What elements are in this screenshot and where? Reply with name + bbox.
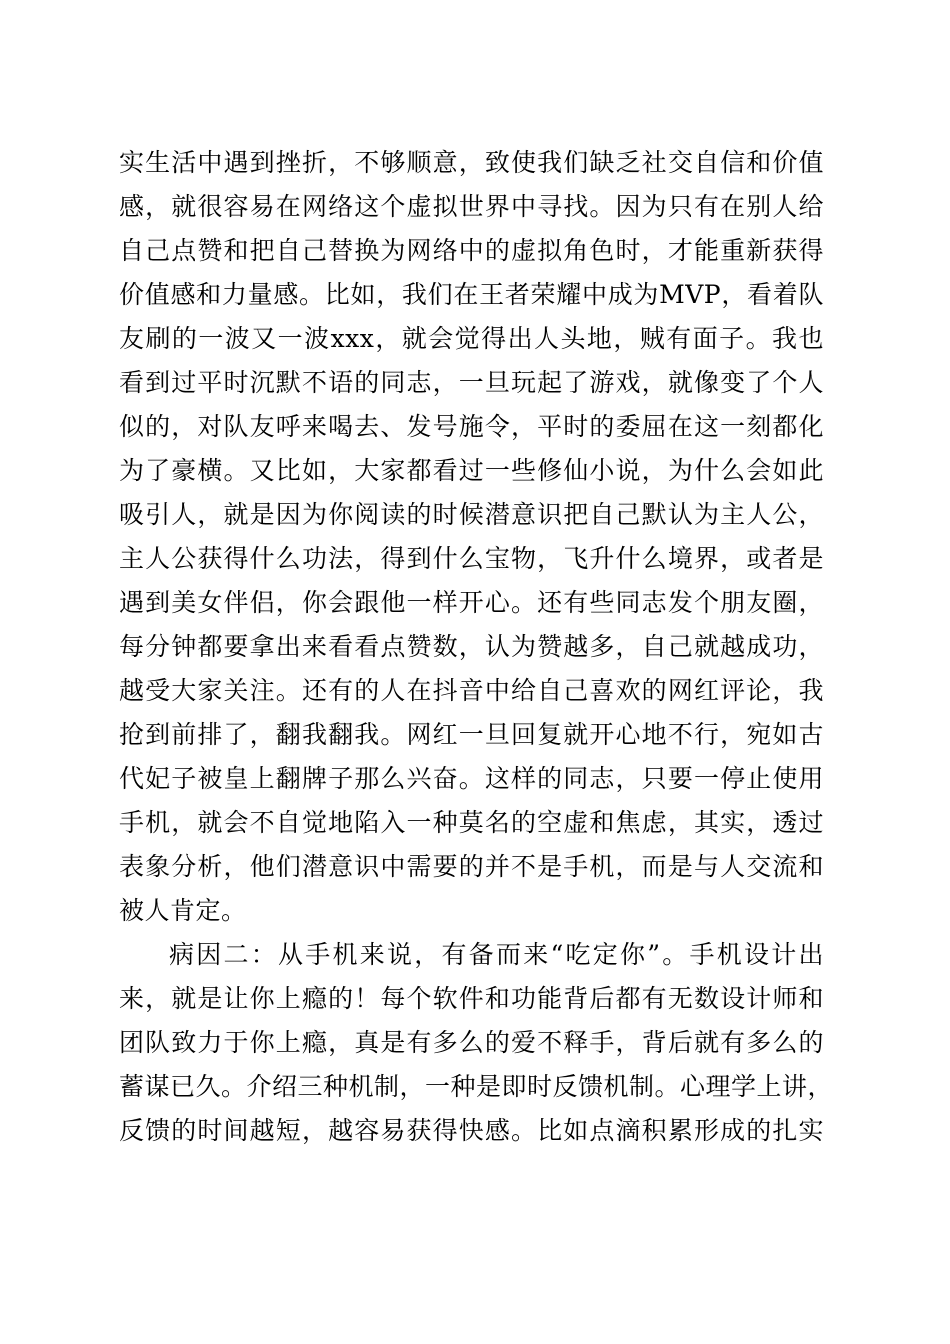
text-line: 越受大家关注。还有的人在抖音中给自己喜欢的网红评论，我 — [119, 676, 824, 705]
text-line: 蓄谋已久。介绍三种机制，一种是即时反馈机制。心理学上讲， — [119, 1072, 834, 1101]
text-line: 价值感和力量感。比如，我们在王者荣耀中成为MVP，看着队 — [119, 280, 824, 309]
text-line: 自己点赞和把自己替换为网络中的虚拟角色时，才能重新获得 — [119, 236, 824, 265]
text-line: 代妃子被皇上翻牌子那么兴奋。这样的同志，只要一停止使用 — [119, 764, 824, 793]
text-line: 友刷的一波又一波xxx，就会觉得出人头地，贼有面子。我也 — [119, 324, 824, 353]
text-line: 为了豪横。又比如，大家都看过一些修仙小说，为什么会如此 — [119, 456, 824, 485]
text-line: 实生活中遇到挫折，不够顺意，致使我们缺乏社交自信和价值 — [119, 148, 824, 177]
text-line: 似的，对队友呼来喝去、发号施令，平时的委屈在这一刻都化 — [119, 412, 824, 441]
text-line: 遇到美女伴侣，你会跟他一样开心。还有些同志发个朋友圈， — [119, 588, 824, 617]
text-line: 来，就是让你上瘾的！每个软件和功能背后都有无数设计师和 — [119, 984, 824, 1013]
body-text — [119, 141, 834, 1153]
text-line: 抢到前排了，翻我翻我。网红一旦回复就开心地不行，宛如古 — [119, 720, 824, 749]
text-line: 主人公获得什么功法，得到什么宝物，飞升什么境界，或者是 — [119, 544, 824, 573]
paragraph-first-line: 病因二：从手机来说，有备而来“吃定你”。手机设计出 — [169, 940, 824, 969]
text-line: 感，就很容易在网络这个虚拟世界中寻找。因为只有在别人给 — [119, 192, 824, 221]
text-line: 团队致力于你上瘾，真是有多么的爱不释手，背后就有多么的 — [119, 1028, 824, 1057]
text-line: 手机，就会不自觉地陷入一种莫名的空虚和焦虑，其实，透过 — [119, 808, 824, 837]
text-line: 表象分析，他们潜意识中需要的并不是手机，而是与人交流和 — [119, 852, 824, 881]
text-line: 每分钟都要拿出来看看点赞数，认为赞越多，自己就越成功， — [119, 632, 824, 661]
text-line: 反馈的时间越短，越容易获得快感。比如点滴积累形成的扎实 — [119, 1116, 824, 1145]
text-line: 吸引人，就是因为你阅读的时候潜意识把自己默认为主人公， — [119, 500, 824, 529]
text-line: 被人肯定。 — [119, 896, 247, 925]
text-line: 看到过平时沉默不语的同志，一旦玩起了游戏，就像变了个人 — [119, 368, 824, 397]
